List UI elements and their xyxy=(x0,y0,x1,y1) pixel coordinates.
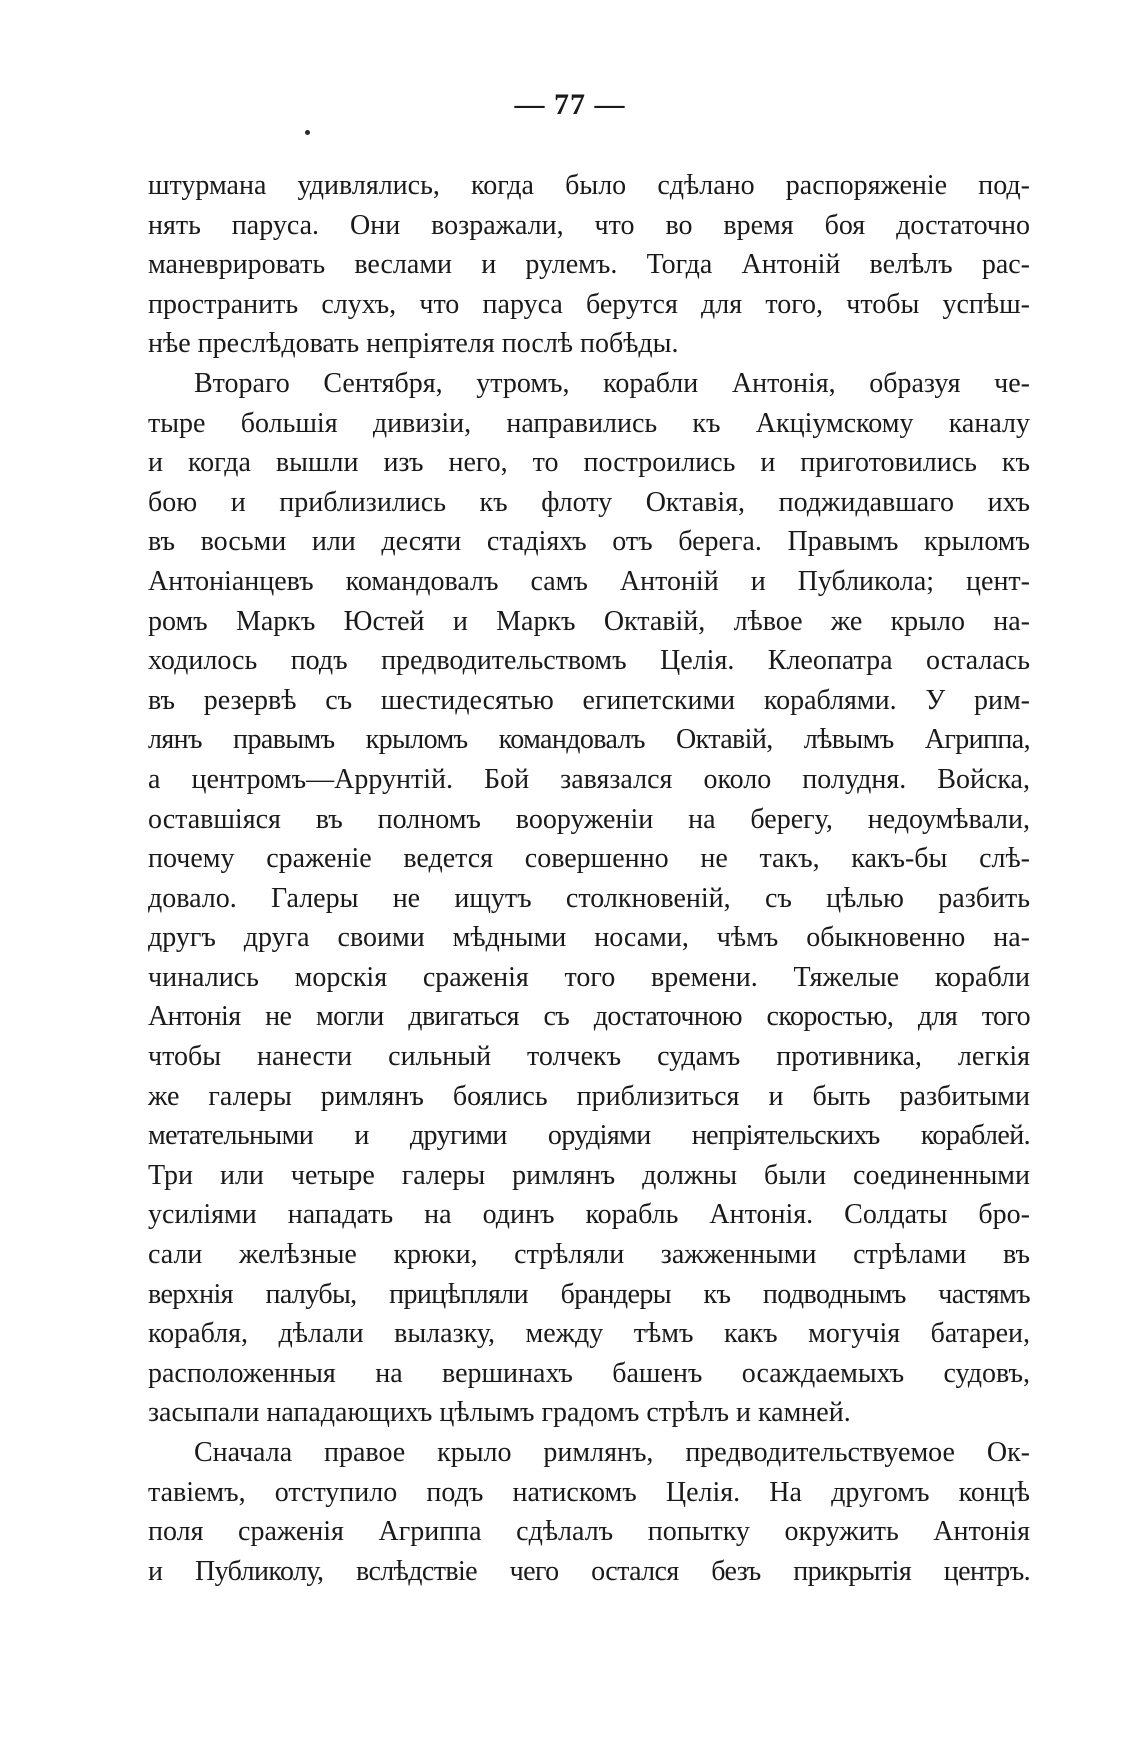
text-line: ходилось подъ предводительствомъ Целія. Клеопатра осталась xyxy=(148,645,1030,677)
text-line: чтобы нанести сильный толчекъ судамъ противника, легкія xyxy=(148,1041,1030,1073)
text-line: штурмана удивлялись, когда было сдѣлано распоряженіе под- xyxy=(148,170,1030,201)
text-line: засыпали нападающихъ цѣлымъ градомъ стрѣлъ и камней. xyxy=(148,1397,851,1429)
text-line: сали желѣзные крюки, стрѣляли зажженными стрѣлами въ xyxy=(148,1239,1030,1271)
text-line: же галеры римлянъ боялись приблизиться и быть разбитыми xyxy=(148,1080,1030,1112)
text-line: оставшіяся въ полномъ вооруженіи на берегу, недоумѣвали, xyxy=(148,803,1030,835)
text-line: Сначала правое крыло римлянъ, предводительствуемое Ок- xyxy=(194,1437,1030,1468)
text-line: лянъ правымъ крыломъ командовалъ Октавій, лѣвымъ Агриппа, xyxy=(148,724,1030,756)
text-line: пространить слухъ, что паруса берутся для того, чтобы успѣш- xyxy=(148,288,1030,320)
page-number: — 77 — xyxy=(514,88,626,121)
text-line: и когда вышли изъ него, то построились и приготовились къ xyxy=(148,447,1030,479)
text-line: нять паруса. Они возражали, что во время боя достаточно xyxy=(148,209,1030,241)
paragraph-3 xyxy=(148,1433,1030,1591)
paragraph-1 xyxy=(148,166,1030,364)
text-line: ромъ Маркъ Юстей и Маркъ Октавій, лѣвое же крыло на- xyxy=(148,605,1030,637)
text-line: довало. Галеры не ищутъ столкновеній, съ цѣлью разбить xyxy=(148,882,1030,914)
text-line: расположенныя на вершинахъ башенъ осаждаемыхъ судовъ, xyxy=(148,1357,1030,1389)
text-line: въ резервѣ съ шестидесятью египетскими кораблями. У рим- xyxy=(148,684,1030,716)
text-line: нѣе преслѣдовать непріятеля послѣ побѣды. xyxy=(148,328,679,360)
text-line: тавіемъ, отступило подъ натискомъ Целія. На другомъ концѣ xyxy=(148,1476,1030,1508)
text-line: метательными и другими орудіями непріятельскихъ кораблей. xyxy=(148,1120,1030,1152)
text-line: поля сраженія Агриппа сдѣлалъ попытку окружить Антонія xyxy=(148,1516,1030,1548)
text-line: чинались морскія сраженія того времени. Тяжелые корабли xyxy=(148,961,1030,993)
text-line: Антонія не могли двигаться съ достаточною скоростью, для того xyxy=(148,1001,1030,1033)
text-line: бою и приблизились къ флоту Октавія, поджидавшаго ихъ xyxy=(148,486,1030,518)
text-line: другъ друга своими мѣдными носами, чѣмъ обыкновенно на- xyxy=(148,922,1030,954)
text-line: усиліями нападать на одинъ корабль Антонія. Солдаты бро- xyxy=(148,1199,1030,1231)
text-line: почему сраженіе ведется совершенно не такъ, какъ-бы слѣ- xyxy=(148,843,1030,875)
text-line: въ восьми или десяти стадіяхъ отъ берега. Правымъ крыломъ xyxy=(148,526,1030,558)
paragraph-2 xyxy=(148,364,1030,1433)
text-line: верхнія палубы, прицѣпляли брандеры къ подводнымъ частямъ xyxy=(148,1278,1030,1310)
text-line: тыре большія дивизіи, направились къ Акціумскому каналу xyxy=(148,407,1030,439)
text-line: Антоніанцевъ командовалъ самъ Антоній и Публикола; цент- xyxy=(148,565,1030,597)
text-line: корабля, дѣлали вылазку, между тѣмъ какъ могучія батареи, xyxy=(148,1318,1030,1350)
text-body xyxy=(148,166,1030,1591)
text-line: Три или четыре галеры римлянъ должны были соединенными xyxy=(148,1159,1030,1191)
text-line: Втораго Сентября, утромъ, корабли Антонія, образуя че- xyxy=(194,367,1030,399)
ink-speck xyxy=(305,130,310,135)
text-line: и Публиколу, вслѣдствіе чего остался безъ прикрытія центръ. xyxy=(148,1555,1030,1587)
text-line: маневрировать веслами и рулемъ. Тогда Антоній велѣлъ рас- xyxy=(148,249,1030,281)
text-line: а центромъ—Аррунтій. Бой завязался около полудня. Войска, xyxy=(148,763,1030,795)
